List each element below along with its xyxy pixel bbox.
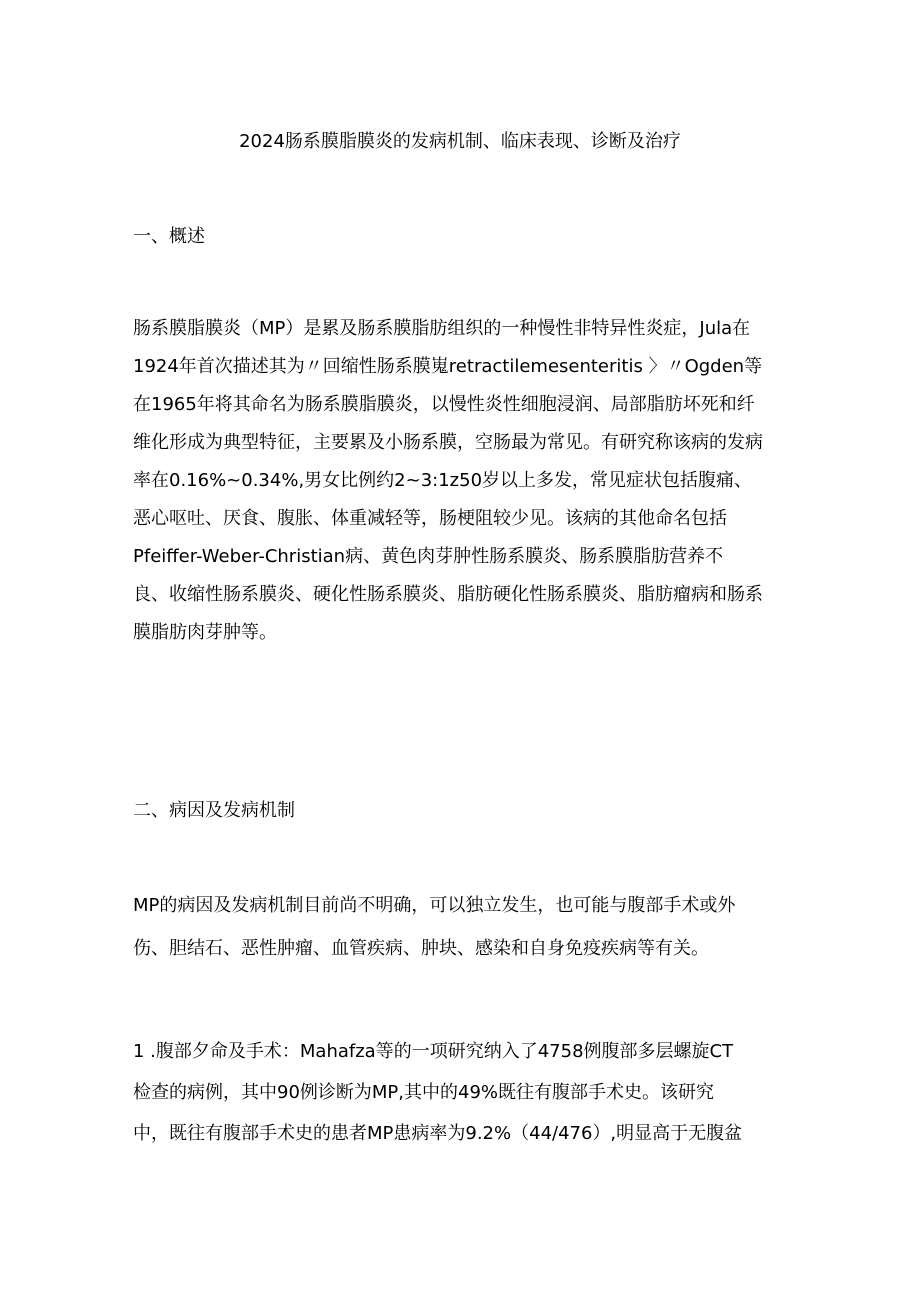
paragraph-line: 维化形成为典型特征，主要累及小肠系膜，空肠最为常见。有研究称该病的发病 bbox=[133, 432, 763, 453]
paragraph-line: 率在0.16%~0.34%,男女比例约2~3:1z50岁以上多发，常见症状包括腹痛、 bbox=[133, 470, 753, 491]
paragraph-line: 在1965年将其命名为肠系膜脂膜炎，以慢性炎性细胞浸润、局部脂肪坏死和纤 bbox=[133, 394, 755, 415]
item-1-paragraph bbox=[133, 1031, 803, 1154]
paragraph-line: MP的病因及发病机制目前尚不明确，可以独立发生，也可能与腹部手术或外 bbox=[133, 895, 736, 916]
paragraph-line: 膜脂肪肉芽肿等。 bbox=[133, 622, 277, 643]
paragraph-line: 1 .腹部夕命及手术：Mahafza等的一项研究纳入了4758例腹部多层螺旋CT bbox=[133, 1041, 734, 1062]
paragraph-line: 1924年首次描述其为〃回缩性肠系膜嵬retractilemesenteritis 〉〃Ogden等 bbox=[133, 356, 763, 377]
paragraph-line: 伤、胆结石、恶性肿瘤、血管疾病、肿块、感染和自身免疫疾病等有关。 bbox=[133, 938, 709, 959]
paragraph-line: 检查的病例，其中90例诊断为MP,其中的49%既往有腹部手术史。该研究 bbox=[133, 1082, 715, 1103]
section-heading-etiology: 二、病因及发病机制 bbox=[133, 800, 295, 821]
section-heading-overview: 一、概述 bbox=[133, 226, 205, 247]
document-title: 2024肠系膜脂膜炎的发病机制、临床表现、诊断及治疗 bbox=[239, 131, 681, 152]
overview-paragraph bbox=[133, 310, 803, 652]
etiology-paragraph bbox=[133, 884, 803, 970]
paragraph-line: 肠系膜脂膜炎（MP）是累及肠系膜脂肪组织的一种慢性非特异性炎症，Jula在 bbox=[133, 318, 751, 339]
paragraph-line: Pfeiffer-Weber-Christian病、黄色肉芽肿性肠系膜炎、肠系膜脂肪营养不 bbox=[133, 546, 724, 567]
paragraph-line: 中，既往有腹部手术史的患者MP患病率为9.2%（44/476）,明显高于无腹盆 bbox=[133, 1123, 743, 1144]
paragraph-line: 良、收缩性肠系膜炎、硬化性肠系膜炎、脂肪硬化性肠系膜炎、脂肪瘤病和肠系 bbox=[133, 584, 763, 605]
paragraph-line: 恶心呕吐、厌食、腹胀、体重减轻等，肠梗阻较少见。该病的其他命名包括 bbox=[133, 508, 727, 529]
